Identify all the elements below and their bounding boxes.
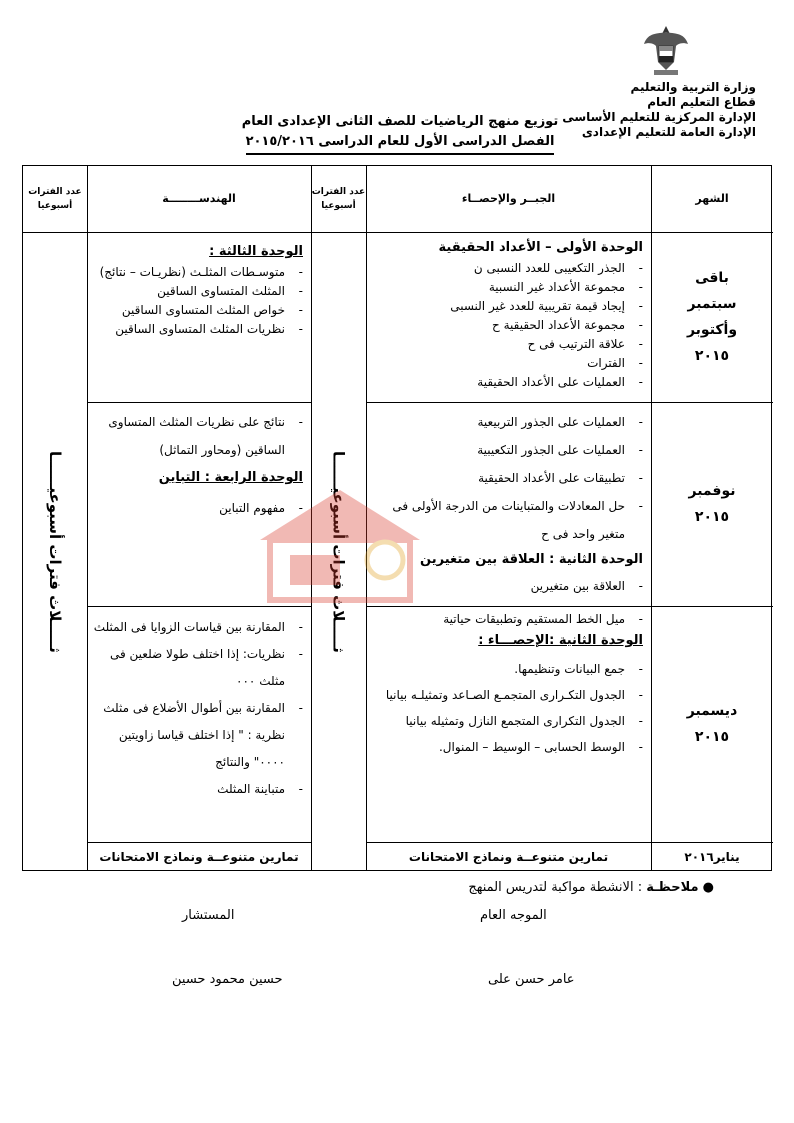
periods-algebra-vertical: ثـــــلاث فترات أسبوعيــــــا bbox=[329, 451, 348, 653]
topic-list bbox=[91, 614, 307, 803]
month-cell-november bbox=[651, 402, 773, 606]
month-label: نوفمبر bbox=[688, 483, 736, 499]
header-month: الشهر bbox=[695, 192, 729, 205]
supervisor-name: عامر حسن على bbox=[488, 972, 575, 987]
topic-item: - تطبيقات على الأعداد الحقيقية bbox=[371, 464, 647, 492]
unit-title: الوحدة الثانية :الإحصـــاء : bbox=[478, 633, 643, 648]
note-line bbox=[468, 880, 714, 895]
month-label: باقى bbox=[695, 270, 729, 286]
note-label: ملاحظـة bbox=[646, 880, 699, 895]
topic-item: - حل المعادلات والمتباينات من الدرجة الأولى فى متغير واحد فى ح bbox=[371, 492, 647, 548]
algebra-cell-row-3 bbox=[371, 610, 647, 760]
algebra-cell-row-1 bbox=[371, 238, 647, 392]
topic-item: - نظريات المثلث المتساوى الساقين bbox=[91, 320, 307, 339]
header-periods-geometry: عدد الفترات أسبوعيا bbox=[28, 187, 82, 211]
topic-item: - مجموعة الأعداد الحقيقية ح bbox=[371, 316, 647, 335]
note-text: : الانشطة مواكبة لتدريس المنهج bbox=[468, 880, 643, 895]
topic-item: - مجموعة الأعداد غير النسبية bbox=[371, 278, 647, 297]
ministry-line-4: الإدارة العامة للتعليم الإعدادى bbox=[581, 125, 756, 139]
month-year: ٢٠١٥ bbox=[694, 348, 730, 364]
topic-item: - العمليات على الجذور التكعيبية bbox=[371, 436, 647, 464]
table-divider bbox=[87, 166, 88, 870]
topic-item: - الجذر التكعيبى للعدد النسبى ن bbox=[371, 259, 647, 278]
month-cell-sep-oct bbox=[651, 232, 773, 402]
month-label: ديسمبر bbox=[686, 703, 738, 719]
ministry-line-3: الإدارة المركزية للتعليم الأساسى bbox=[562, 110, 756, 124]
algebra-footer-exercises: تمارين متنوعــة ونماذج الامتحانات bbox=[408, 850, 609, 864]
topic-item: - الوسط الحسابى – الوسيط – المنوال. bbox=[371, 734, 647, 760]
ministry-line-2: قطاع التعليم العام bbox=[647, 95, 756, 109]
month-year: ٢٠١٥ bbox=[694, 509, 730, 525]
advisor-name: حسين محمود حسين bbox=[172, 972, 283, 987]
month-year: ٢٠١٥ bbox=[694, 729, 730, 745]
month-label: سبتمبر bbox=[687, 296, 737, 312]
header-periods-algebra: عدد الفترات أسبوعيا bbox=[311, 187, 366, 211]
month-label: وأكتوبر bbox=[686, 322, 738, 338]
watermark-logo-icon bbox=[240, 480, 440, 620]
topic-item: - العلاقة بين متغيرين bbox=[371, 572, 647, 600]
topic-list bbox=[371, 259, 647, 392]
month-cell-december bbox=[651, 606, 773, 842]
topic-item: - إيجاد قيمة تقريبية للعدد غير النسبى bbox=[371, 297, 647, 316]
egypt-eagle-emblem-icon bbox=[642, 22, 690, 78]
document-title: توزيع منهج الرياضيات للصف الثانى الإعدادى العام bbox=[241, 114, 559, 129]
topic-item: - المثلث المتساوى الساقين bbox=[91, 282, 307, 301]
topic-item: - نتائج على نظريات المثلث المتساوى الساقين (ومحاور التماثل) bbox=[91, 408, 307, 464]
unit-title: الوحدة الثانية : العلاقة بين متغيرين bbox=[420, 552, 643, 567]
topic-item: - ميل الخط المستقيم وتطبيقات حياتية bbox=[371, 610, 647, 628]
unit-title: الوحدة الأولى – الأعداد الحقيقية bbox=[438, 240, 643, 255]
topic-list bbox=[91, 408, 307, 464]
geometry-footer-exercises: تمارين متنوعــة ونماذج الامتحانات bbox=[99, 850, 299, 864]
topic-list bbox=[91, 263, 307, 339]
topic-list bbox=[371, 656, 647, 760]
periods-geometry-vertical: ثـــــلاث فترات أسبوعيــــــا bbox=[46, 451, 64, 653]
topic-item: - الجدول التكرارى المتجمع النازل وتمثيله بيانيا bbox=[371, 708, 647, 734]
topic-item: - الجدول التكـرارى المتجمـع الصـاعد وتمثيلـه بيانيا bbox=[371, 682, 647, 708]
topic-item: - جمع البيانات وتنظيمها. bbox=[371, 656, 647, 682]
month-cell-january: يناير٢٠١٦ bbox=[684, 850, 740, 864]
geometry-cell-row-3 bbox=[91, 614, 307, 803]
header-geometry: الهندســــــــة bbox=[162, 192, 236, 205]
topic-item: - مفهوم التباين bbox=[91, 494, 307, 522]
document-title-block bbox=[230, 112, 570, 155]
topic-item: - المقارنة بين أطوال الأضلاع فى مثلث نظرية : " إذا اختلف قياسا زاويتين ٠٠٠٠" والنتائج bbox=[91, 695, 307, 776]
topic-item: - خواص المثلث المتساوى الساقين bbox=[91, 301, 307, 320]
bullet-icon: ● bbox=[702, 880, 714, 895]
document-subtitle: الفصل الدراسى الأول للعام الدراسى ٢٠١٥/٢٠١٦ bbox=[246, 132, 555, 155]
geometry-cell-row-1 bbox=[91, 242, 307, 339]
topic-item: - المقارنة بين قياسات الزوايا فى المثلث bbox=[91, 614, 307, 641]
topic-item: - الفترات bbox=[371, 354, 647, 373]
topic-item: - علاقة الترتيب فى ح bbox=[371, 335, 647, 354]
supervisor-title: الموجه العام bbox=[480, 908, 547, 923]
topic-item: - متباينة المثلث bbox=[91, 776, 307, 803]
ministry-line-1: وزارة التربية والتعليم bbox=[630, 80, 756, 94]
advisor-title: المستشار bbox=[182, 908, 235, 923]
header-algebra: الجبــر والإحصــاء bbox=[461, 192, 556, 205]
unit-title: الوحدة الرابعة : التباين bbox=[158, 470, 303, 485]
topic-item: - العمليات على الأعداد الحقيقية bbox=[371, 373, 647, 392]
topic-item: - نظريات: إذا اختلف طولا ضلعين فى مثلث ٠٠٠ bbox=[91, 641, 307, 695]
unit-title: الوحدة الثالثة : bbox=[209, 244, 303, 259]
topic-item: - متوسـطات المثلـث (نظريـات – نتائج) bbox=[91, 263, 307, 282]
table-divider bbox=[87, 402, 311, 403]
topic-item: - العمليات على الجذور التربيعية bbox=[371, 408, 647, 436]
